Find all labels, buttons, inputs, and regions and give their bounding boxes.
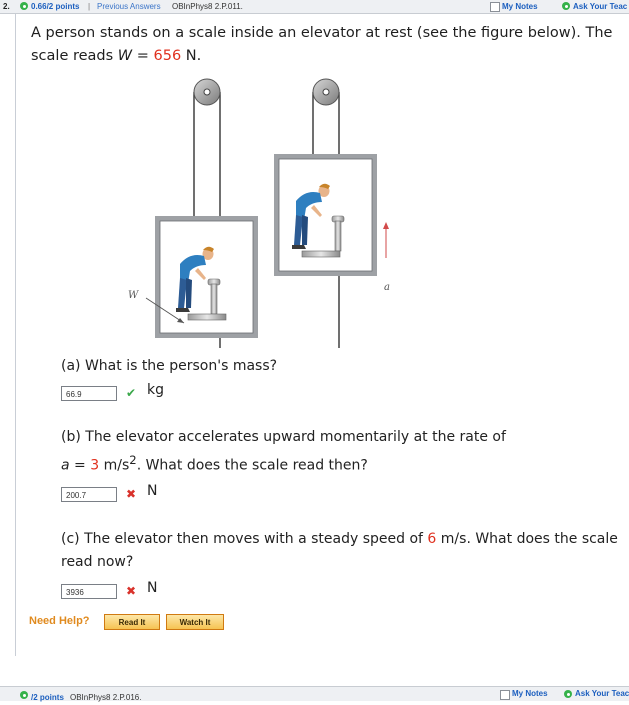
status-dot-icon xyxy=(20,691,28,699)
part-a-unit: kg xyxy=(147,382,164,398)
part-b-text-1: (b) The elevator accelerates upward momentarily at the rate of xyxy=(61,429,506,445)
my-notes-link[interactable]: My Notes xyxy=(502,2,538,11)
acceleration-arrow xyxy=(383,222,389,258)
problem-code: OBInPhys8 2.P.011. xyxy=(172,2,243,11)
part-b-text-2: . What does the scale read then? xyxy=(136,457,368,474)
question-number: 2. xyxy=(3,2,10,11)
next-problem-code: OBInPhys8 2.P.016. xyxy=(70,693,142,702)
part-c-unit: N xyxy=(147,580,158,596)
next-question-bar xyxy=(0,686,629,701)
weight-unit: N. xyxy=(181,48,202,64)
incorrect-x-icon: ✖ xyxy=(126,487,137,501)
status-dot-icon xyxy=(20,2,28,10)
part-c-text-1: (c) The elevator then moves with a steady speed of xyxy=(61,531,428,547)
ask-teacher-link[interactable]: Ask Your Teac xyxy=(575,689,629,698)
read-it-button[interactable]: Read It xyxy=(104,614,160,630)
points-score: 0.66/2 points xyxy=(31,2,80,11)
ask-teacher-icon xyxy=(562,2,570,10)
problem-text: A person stands on a scale inside an elevator at rest (see the figure below). The scale reads xyxy=(31,25,613,64)
ask-teacher-icon xyxy=(564,690,572,698)
part-b-question xyxy=(61,426,601,478)
watch-it-button[interactable]: Watch It xyxy=(166,614,224,630)
content-frame-border xyxy=(15,14,16,656)
part-c-question xyxy=(61,528,621,574)
previous-answers-link[interactable]: Previous Answers xyxy=(97,2,161,11)
part-a-answer-input[interactable]: 66.9 xyxy=(61,386,117,401)
weight-value: 656 xyxy=(153,48,182,64)
question-header-bar xyxy=(0,0,629,14)
my-notes-checkbox[interactable] xyxy=(490,2,500,12)
acceleration-label: a xyxy=(384,282,390,293)
speed-value: 6 xyxy=(427,531,437,547)
problem-statement xyxy=(31,22,621,68)
correct-check-icon: ✔ xyxy=(126,386,137,400)
ask-teacher-link[interactable]: Ask Your Teac xyxy=(573,2,628,11)
my-notes-link[interactable]: My Notes xyxy=(512,689,548,698)
need-help-label: Need Help? xyxy=(29,615,90,627)
part-c-text-2: m/s. What does the scale read now? xyxy=(61,531,618,570)
part-b-answer-input[interactable]: 200.7 xyxy=(61,487,117,502)
next-points: /2 points xyxy=(31,693,64,702)
right-elevator-cab xyxy=(274,154,377,276)
weight-variable: W xyxy=(117,48,133,64)
accel-exponent: 2 xyxy=(129,453,137,467)
part-c-answer-input[interactable]: 3936 xyxy=(61,584,117,599)
accel-value: 3 xyxy=(90,457,100,474)
accel-variable: a xyxy=(61,457,70,474)
part-a-question: (a) What is the person's mass? xyxy=(61,358,278,374)
incorrect-x-icon: ✖ xyxy=(126,584,137,598)
accel-unit: m/s xyxy=(99,457,130,474)
equals-sign: = xyxy=(132,48,154,64)
left-elevator-cab xyxy=(146,216,258,338)
elevator-figure xyxy=(128,78,400,348)
weight-label: W xyxy=(128,290,139,301)
my-notes-checkbox[interactable] xyxy=(500,690,510,700)
header-separator: | xyxy=(88,2,91,11)
part-b-unit: N xyxy=(147,483,158,499)
part-b-equals: = xyxy=(69,457,91,474)
